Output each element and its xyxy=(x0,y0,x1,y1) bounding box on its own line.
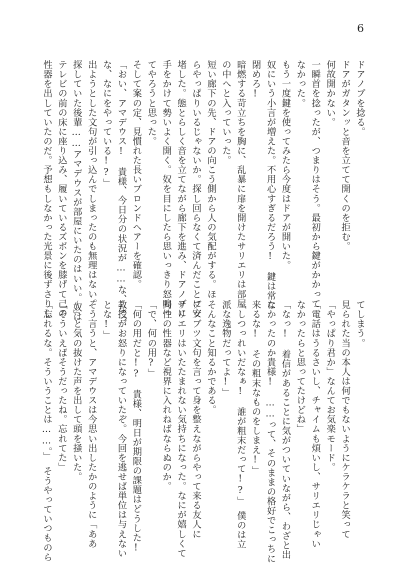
text-line: 性器を出していたのだ。予想もしなかった光景に後ずさりし xyxy=(40,60,52,318)
text-line: な、なにをやっている!?」 xyxy=(100,60,112,188)
text-line: 「なっ! 着信があることに気がついていながら、わざと出 xyxy=(279,300,291,560)
text-line: 「忘れるな。そういうことは……。」 そうやっていつものら xyxy=(40,300,52,562)
text-line: サリエリはいたたまれない気持ちになった。なにが嬉しくて xyxy=(175,300,187,558)
text-line: 「電話はうるさいし、チャイムも煩いし、サリエリじゃい xyxy=(309,300,321,549)
text-line: そんなこと知るかである。 xyxy=(204,300,216,415)
text-line: もう一度鍵を使ってみたら今度はドアが開いた。 xyxy=(279,60,291,271)
text-line: とな!」 xyxy=(100,300,112,340)
text-line: ドアノブを捻る。 xyxy=(354,60,365,137)
text-line: の中へと入っていった。 xyxy=(219,60,231,166)
text-line: 「しつっれいだなぁ! 誰が粗末だって!?」 僕のは立 xyxy=(234,300,246,550)
text-line: 〜」と気の抜けた声を出して頭を掻いた。 xyxy=(70,300,82,482)
text-line: 「そういえばそうだったね。忘れてた」 xyxy=(55,300,67,472)
text-line: 暗燃する苛立ちを胸に、乱暴に扉を開けたサリエリは部屋 xyxy=(234,60,246,309)
text-line: そして案の定、見慣れた長いブロンドヘアーを確認。 xyxy=(130,60,142,290)
text-line: なかったのか貴様! ……って、そのままの格好でこっちに xyxy=(264,300,276,563)
text-line: 何故開かない。 xyxy=(324,60,336,127)
text-line: 出ようとした文句が引っ込んでしまったのも無理はない。 xyxy=(85,60,97,309)
text-line: 「何の用だと!? 貴様、明日が期限の課題はどうした! xyxy=(130,300,142,554)
text-line: 「で、何の用?」 xyxy=(145,300,157,379)
text-line: 探していた後輩……アマデウスが部屋にいたのはいい。奴は xyxy=(70,60,82,322)
text-line: 「おい、アマデウス! 貴様、今日分の状況が……な、なっ xyxy=(115,60,127,324)
text-line: 短い廊下の先、ドアの向こう側から人の気配がする。ほ xyxy=(204,60,216,299)
text-line: 教授がお怒りになっていたぞ。今回を逃せば単位は与えない xyxy=(115,300,127,558)
text-line: 奴にいう小言が増えた。不用心すぎるだろう! 鍵は常に xyxy=(264,60,276,311)
text-line: ブツブツ文句を言って身を整えながらやって来る友人に xyxy=(190,300,202,539)
text-line: 同性の性器など視界に入れねばならぬのか。 xyxy=(160,300,172,491)
text-line: 見られた当の本人は何でもないようにケラケラと笑って xyxy=(339,300,351,539)
text-line: 派な逸物だってよ!」 xyxy=(219,300,231,398)
text-line: 閉めろ! xyxy=(249,60,261,100)
text-line: なかったらと思ってたけどね」 xyxy=(294,300,306,434)
page-number: 6 xyxy=(357,22,364,35)
text-line: テレビの前の床に座り込み、履いているズボンを膝げて己の xyxy=(55,60,67,318)
text-block-lower xyxy=(32,300,366,563)
text-line: らやっぱりいるじゃないか。探し回らなくて済んだことに安 xyxy=(190,60,202,318)
text-line: てしまう。 xyxy=(354,300,365,348)
text-line: 来るな! その粗末なものをしまえ!」 xyxy=(249,300,261,476)
text-line: てやろうと思った。 xyxy=(145,60,157,146)
text-line: ドアがガタンッと音を立てて開くのを拒む。 xyxy=(339,60,351,251)
text-line: 堵した。態とらしく音を立てながら廊下を進み、ドアノブに xyxy=(175,60,187,318)
text-line: 手をかけて勢いよく開く。奴を目にしたら思いっきり怒鳴っ xyxy=(160,60,172,318)
text-line: 「やっぱり君か」なんてお気楽モード。 xyxy=(324,300,336,472)
text-line: そう言うと、アマデウスは今思い出したかのように「ああ xyxy=(85,300,97,549)
text-line: 一瞬首を捻ったが、つまりはそう。最初から鍵がかかって xyxy=(309,60,321,309)
text-line: なかった。 xyxy=(294,60,306,108)
